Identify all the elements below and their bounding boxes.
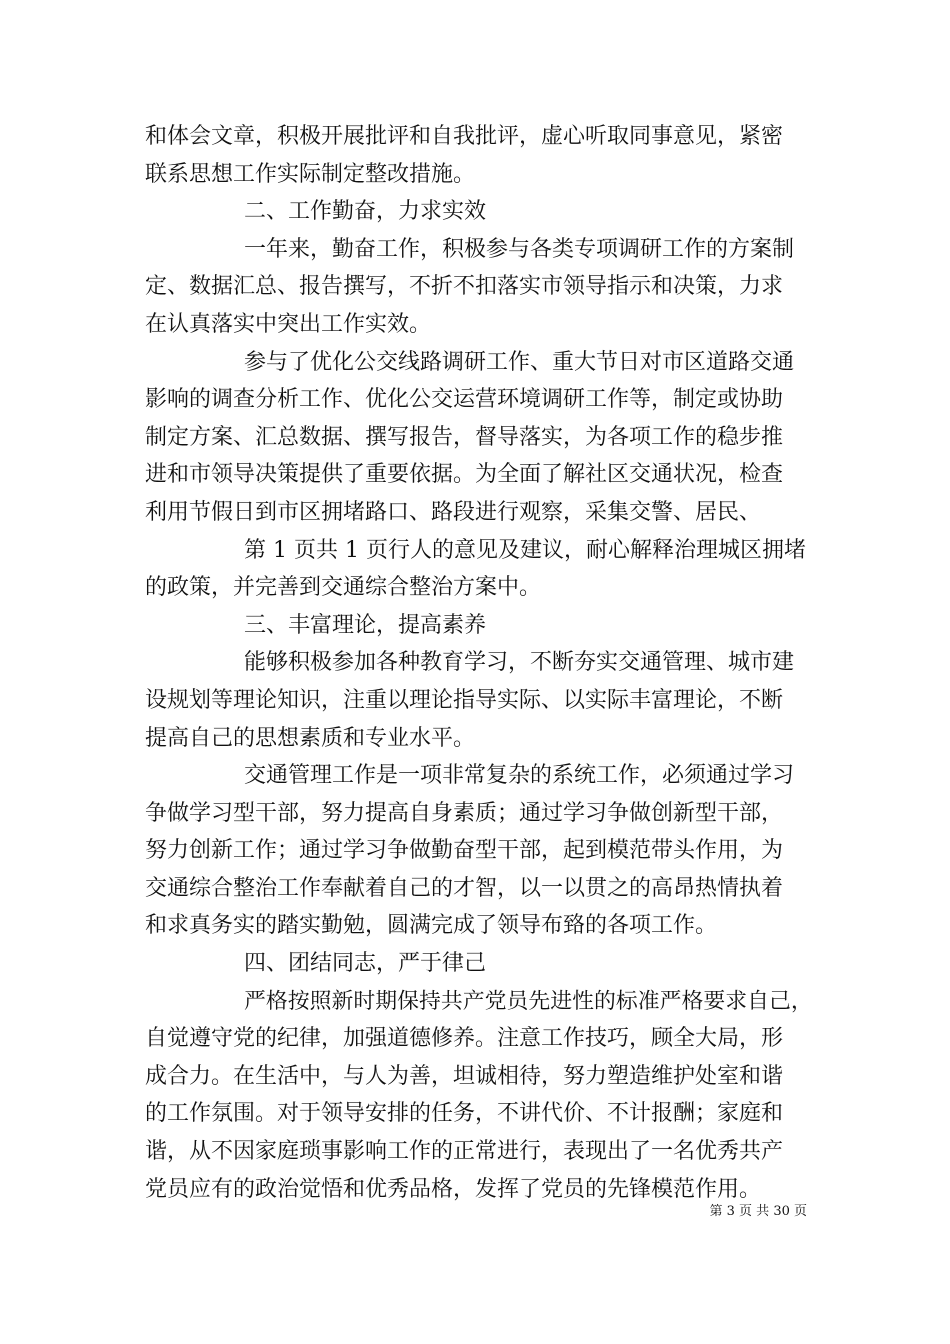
document-body [145,118,813,1208]
text-line: 第 1 页共 1 页行人的意见及建议，耐心解释治理城区拥堵 [244,537,806,563]
text-line: 自觉遵守党的纪律，加强道德修养。注意工作技巧，顾全大局，形 [145,1026,784,1052]
text-line: 联系思想工作实际制定整改措施。 [145,161,476,187]
text-line: 谐，从不因家庭琐事影响工作的正常进行，表现出了一名优秀共产 [145,1139,784,1165]
text-line: 定、数据汇总、报告撰写，不折不扣落实市领导指示和决策，力求 [145,274,784,300]
text-line: 和求真务实的踏实勤勉，圆满完成了领导布臵的各项工作。 [145,913,718,939]
text-line: 利用节假日到市区拥堵路口、路段进行观察，采集交警、居民、 [145,499,762,525]
text-line: 二、工作勤奋，力求实效 [244,199,487,225]
text-line: 一年来，勤奋工作，积极参与各类专项调研工作的方案制 [244,236,795,262]
text-line: 参与了优化公交线路调研工作、重大节日对市区道路交通 [244,349,795,375]
text-line: 的政策，并完善到交通综合整治方案中。 [145,575,542,601]
text-line: 进和市领导决策提供了重要依据。为全面了解社区交通状况，检查 [145,462,784,488]
text-line: 交通综合整治工作奉献着自己的才智，以一以贯之的高昂热情执着 [145,875,784,901]
text-line: 三、丰富理论，提高素养 [244,612,487,638]
text-line: 交通管理工作是一项非常复杂的系统工作，必须通过学习 [244,763,795,789]
text-line: 和体会文章，积极开展批评和自我批评，虚心听取同事意见，紧密 [145,124,784,149]
text-line: 努力创新工作；通过学习争做勤奋型干部，起到模范带头作用，为 [145,838,784,864]
text-line: 的工作氛围。对于领导安排的任务，不讲代价、不计报酬；家庭和 [145,1101,784,1127]
text-line: 提高自己的思想素质和专业水平。 [145,725,476,751]
text-line: 制定方案、汇总数据、撰写报告，督导落实，为各项工作的稳步推 [145,424,784,450]
text-line: 党员应有的政治觉悟和优秀品格，发挥了党员的先锋模范作用。 [145,1176,762,1202]
text-line: 能够积极参加各种教育学习，不断夯实交通管理、城市建 [244,650,795,676]
text-line: 四、团结同志，严于律己 [244,951,487,977]
text-line: 成合力。在生活中，与人为善，坦诚相待，努力塑造维护处室和谐 [145,1063,784,1089]
text-line: 严格按照新时期保持共产党员先进性的标准严格要求自己， [244,988,813,1014]
text-line: 影响的调查分析工作、优化公交运营环境调研工作等，制定或协助 [145,387,784,413]
text-line: 在认真落实中突出工作实效。 [145,311,432,337]
text-line: 设规划等理论知识，注重以理论指导实际、以实际丰富理论，不断 [145,687,784,713]
text-line: 争做学习型干部，努力提高自身素质；通过学习争做创新型干部， [145,800,784,826]
page-number-footer: 第 3 页 共 30 页 [709,1204,807,1219]
